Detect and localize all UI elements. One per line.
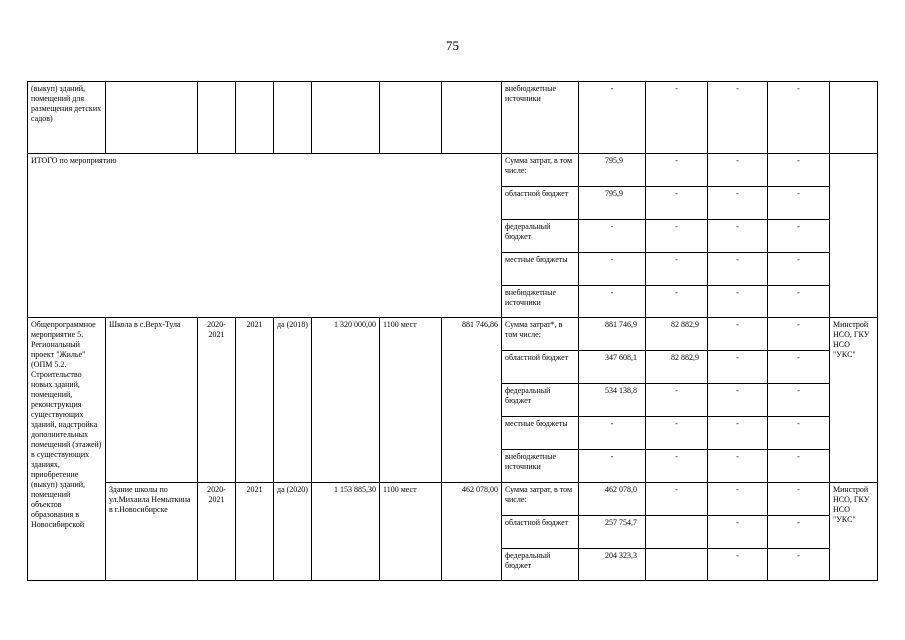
- table-row: областной бюджет 347 608,1 82 882,9 - -: [28, 351, 878, 384]
- table-row: Здание школы по ул.Михаила Немыткина в г.Новосибирске 2020-2021 2021 да (2020) 1 153 885,30 1100 мест 462 078,00 Сумма затрат, в том числе: 462 078,0 - - - Минстрой НСО, ГКУ НСО "УКС": [28, 483, 878, 516]
- source-label: внебюджетные источники: [502, 82, 579, 154]
- table-row: внебюджетные источники - - - -: [28, 450, 878, 483]
- table-row: областной бюджет 795,9 - - -: [28, 187, 878, 220]
- object-name: Здание школы по ул.Михаила Немыткина в г.Новосибирске: [106, 483, 198, 581]
- table-row: внебюджетные источники - - - -: [28, 286, 878, 318]
- table-row: ИТОГО по мероприятию Сумма затрат, в том числе: 795,9 - - -: [28, 154, 878, 187]
- table-row: местные бюджеты - - - -: [28, 417, 878, 450]
- page-number: 75: [446, 38, 459, 53]
- object-name: Школа в с.Верх-Тула: [106, 318, 198, 483]
- table-row: местные бюджеты - - - -: [28, 253, 878, 286]
- measure-name: Общепрограммное мероприятие 5. Региональный проект "Жилье" (ОПМ 5.2. Строительство новых зданий, помещений, реконструкция существующих зданий, надстройка дополнительных помещений (этажей) в существующих зданиях, приобретение (выкуп) зданий, помещений объектов образования в Новосибирской: [28, 318, 106, 581]
- executor: Минстрой НСО, ГКУ НСО "УКС": [830, 318, 878, 483]
- executor: Минстрой НСО, ГКУ НСО "УКС": [830, 483, 878, 581]
- budget-table: [27, 81, 878, 581]
- item-text: (выкуп) зданий, помещений для размещения детских садов): [28, 82, 106, 154]
- table-row: (выкуп) зданий, помещений для размещения детских садов) внебюджетные источники - - - -: [28, 82, 878, 154]
- table-row: федеральный бюджет - - - -: [28, 220, 878, 253]
- table-row: областной бюджет 257 754,7 - -: [28, 516, 878, 549]
- table-row: федеральный бюджет 204 323,3 - -: [28, 549, 878, 581]
- table-row: Общепрограммное мероприятие 5. Региональный проект "Жилье" (ОПМ 5.2. Строительство новых зданий, помещений, реконструкция существующих зданий, надстройка дополнительных помещений (этажей) в существующих зданиях, приобретение (выкуп) зданий, помещений объектов образования в Новосибирской Школа в с.Верх-Тула 2020-2021 2021 да (2018) 1 320 000,00 1100 мест 881 746,86 Сумма затрат*, в том числе: 881 746,9 82 882,9 - - Минстрой НСО, ГКУ НСО "УКС": [28, 318, 878, 351]
- total-label: ИТОГО по мероприятию: [28, 154, 502, 318]
- table-row: федеральный бюджет 534 138,8 - - -: [28, 384, 878, 417]
